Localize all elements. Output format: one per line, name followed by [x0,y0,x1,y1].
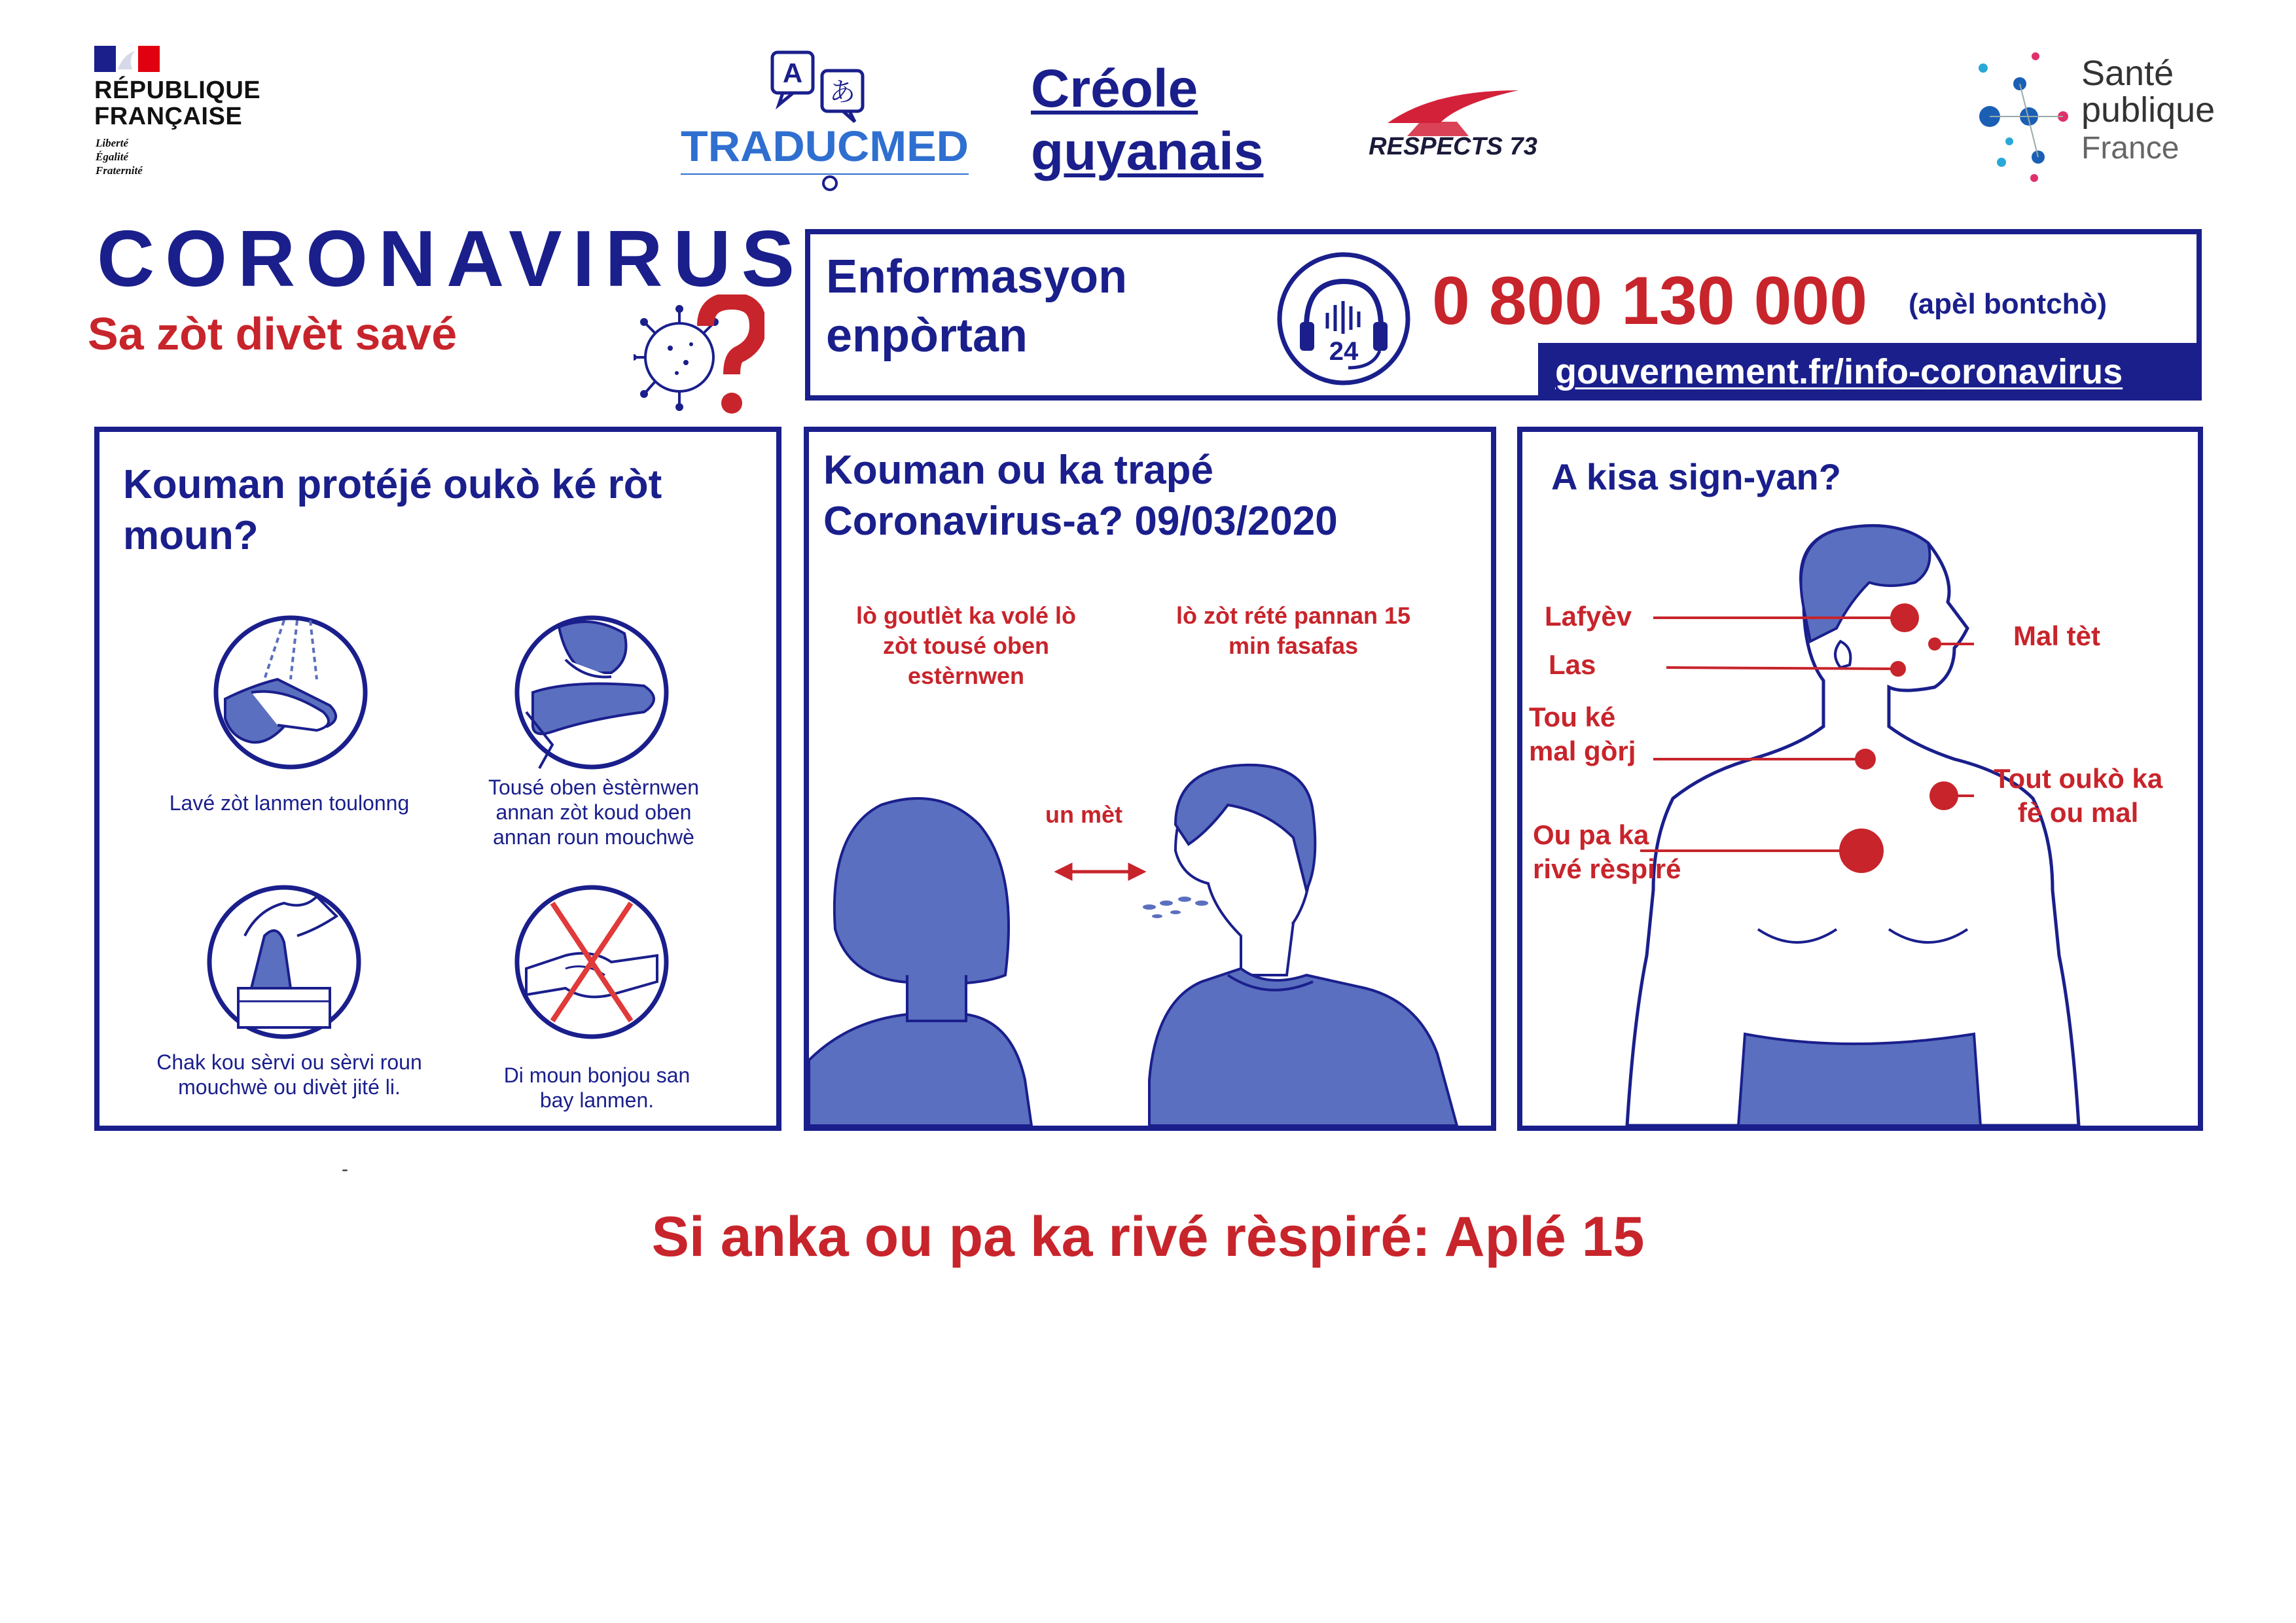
republic-motto: Liberté Égalité Fraternité [96,137,143,177]
symptom-breath-label: Ou pa ka rivé rèspiré [1533,819,1681,884]
info-title: Enformasyon enpòrtan [826,251,1128,362]
transmission-title: Kouman ou ka trapé Coronavirus-a? 09/03/2020 [823,448,1338,544]
respects73-logo [1329,84,1577,169]
republique-flag-icon [94,46,160,72]
protection-panel [94,427,781,1131]
hand-washing-icon [212,614,369,771]
symptoms-title: A kisa sign-yan? [1551,456,1841,497]
hotline-headset-icon [1275,250,1412,387]
svg-text:RESPECTS 73: RESPECTS 73 [1369,133,1537,160]
distance-label: un mèt [1045,801,1122,828]
symptom-headache-label: Mal tèt [2013,620,2101,651]
svg-text:24: 24 [1329,337,1359,366]
droplets-note: lò goutlèt ka volé lò zòt tousé oben estèrnwen [855,602,1077,689]
svg-text:publique: publique [2081,90,2215,130]
symptom-cough-label: Tou ké mal gòrj [1529,702,1636,766]
proximity-note: lò zòt rété pannan 15 min fasafas [1175,602,1411,659]
cough-elbow-icon [513,614,670,771]
emergency-note: Si anka ou pa ka rivé rèspiré: Aplé 15 [651,1205,1645,1268]
cough-elbow-caption: Tousé oben èstèrnwen annan zòt koud oben annan roun mouchwè [488,776,699,849]
stray-dash: - [342,1158,348,1180]
hand-washing-caption: Lavé zòt lanmen toulonng [169,791,410,815]
page-title: CORONAVIRUS [97,214,806,303]
republique-francaise-text: RÉPUBLIQUE FRANÇAISE [94,77,261,130]
virus-question-icon [634,294,764,419]
transmission-panel [804,427,1496,1131]
tissue-bin-icon [206,883,363,1041]
no-handshake-caption: Di moun bonjou san bay lanmen. [503,1063,691,1112]
no-handshake-icon [513,883,670,1041]
tissue-bin-caption: Chak kou sèrvi ou sèrvi roun mouchwè ou divèt jité li. [156,1050,422,1099]
transmission-illustration [809,713,1491,1126]
symptoms-panel [1517,427,2203,1131]
sante-publique-france-logo [1964,45,2238,188]
svg-text:Santé: Santé [2081,54,2174,93]
symptom-fatigue-label: Las [1549,649,1596,680]
traducmed-logo [681,48,969,192]
hotline-note: (apèl bontchò) [1909,288,2108,320]
svg-text:あ: あ [829,77,855,107]
svg-text:TRADUCMED: TRADUCMED [681,122,969,170]
page-subtitle: Sa zòt divèt savé [88,308,457,359]
svg-text:A: A [782,58,803,88]
symptom-aches-label: Tout oukò ka fè ou mal [1994,763,2163,828]
hotline-number: 0 800 130 000 [1432,263,1868,339]
info-url-link[interactable]: gouvernement.fr/info-coronavirus [1555,352,2123,391]
svg-text:France: France [2081,131,2179,166]
language-title: Créole guyanais [1031,59,1264,181]
symptom-fever-label: Lafyèv [1545,601,1632,632]
protection-title: Kouman protéjé oukò ké ròt moun? [123,462,662,558]
